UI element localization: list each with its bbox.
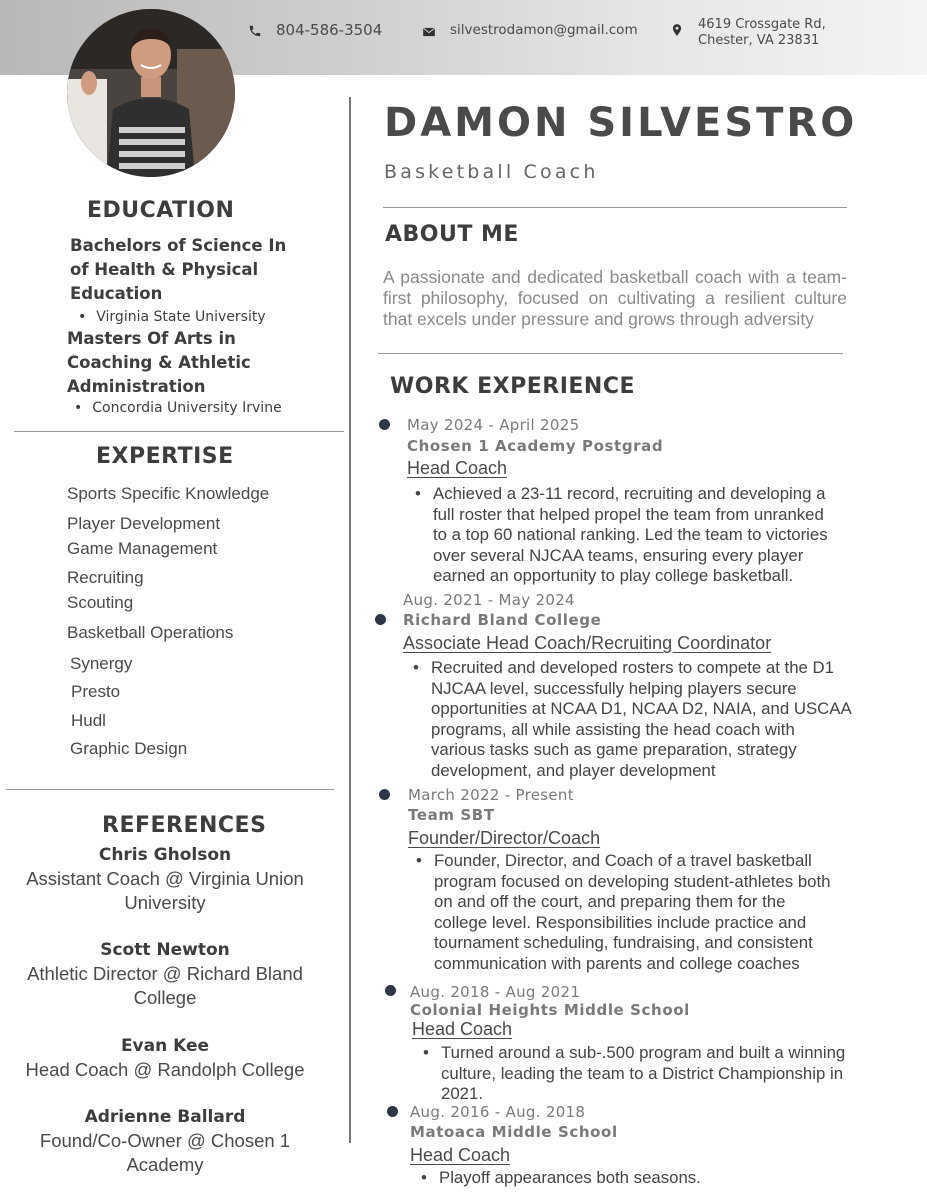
job-description: • Recruited and developed rosters to compete at the D1 NJCAA level, successfully helping players secure opportunities at NCAA D1, NCAA D2, NAIA, and USCAA programs, all while assisting the head coach with various tasks such as game preparation, strategy development, and player development xyxy=(431,658,852,781)
reference-name: Chris Gholson xyxy=(98,845,232,865)
timeline-dot xyxy=(375,614,386,625)
address-line-1: 4619 Crossgate Rd, xyxy=(698,17,826,32)
job-dates: Aug. 2021 - May 2024 xyxy=(403,591,575,609)
job-role: Head Coach xyxy=(410,1145,511,1165)
reference-role: Assistant Coach @ Virginia Union University xyxy=(26,868,304,913)
reference-name: Scott Newton xyxy=(100,940,230,960)
email-text: silvestrodamon@gmail.com xyxy=(450,22,638,38)
job-role: Founder/Director/Coach xyxy=(408,828,601,848)
address-line-2: Chester, VA 23831 xyxy=(698,33,820,48)
reference-name: Evan Kee xyxy=(120,1036,210,1056)
job-dates: Aug. 2018 - Aug 2021 xyxy=(410,983,581,1001)
section-divider xyxy=(14,431,344,432)
location-pin-icon xyxy=(670,23,684,37)
envelope-icon xyxy=(422,25,436,39)
expertise-item: Recruiting xyxy=(67,568,144,587)
job-organization: Colonial Heights Middle School xyxy=(410,1001,690,1019)
reference-role: Head Coach @ Randolph College xyxy=(25,1059,305,1080)
profile-photo xyxy=(67,9,235,177)
expertise-item: Synergy xyxy=(70,654,133,673)
expertise-item: Sports Specific Knowledge xyxy=(67,484,270,503)
job-description: • Playoff appearances both seasons. xyxy=(439,1168,701,1189)
job-dates: Aug. 2016 - Aug. 2018 xyxy=(410,1103,586,1121)
timeline-dot xyxy=(379,419,390,430)
work-heading: WORK EXPERIENCE xyxy=(390,374,635,399)
expertise-item: Basketball Operations xyxy=(67,623,234,642)
reference-role: Found/Co-Owner @ Chosen 1 Academy xyxy=(39,1130,291,1175)
section-divider xyxy=(378,353,843,354)
about-text: A passionate and dedicated basketball coach with a team-first philosophy, focused on cultivating a resilient culture that excels under pressure and grows through adversity xyxy=(383,267,847,329)
education-degree-2: Masters Of Arts in Coaching & Athletic Administration xyxy=(67,329,251,396)
expertise-item: Hudl xyxy=(71,711,106,730)
reference-role: Athletic Director @ Richard Bland College xyxy=(27,963,303,1008)
contact-address xyxy=(670,17,826,49)
contact-phone xyxy=(248,21,382,39)
timeline-dot xyxy=(379,789,390,800)
job-organization: Team SBT xyxy=(408,806,495,824)
expertise-heading: EXPERTISE xyxy=(96,444,234,469)
job-description: • Achieved a 23-11 record, recruiting and developing a full roster that helped propel the team from unranked to a top 60 national ranking. Led the team to victories over several NJCAA teams, ensuring every player earned an opportunity to play college basketball. xyxy=(433,484,828,587)
timeline-dot xyxy=(387,1106,398,1117)
job-organization: Matoaca Middle School xyxy=(410,1123,618,1141)
job-organization: Richard Bland College xyxy=(403,611,602,629)
about-heading: ABOUT ME xyxy=(385,222,519,247)
phone-text: 804-586-3504 xyxy=(276,21,383,39)
education-degree-1: Bachelors of Science In of Health & Physical Education xyxy=(70,236,287,303)
section-divider xyxy=(383,207,847,208)
contact-email xyxy=(422,22,638,39)
education-school-1: • Virginia State University xyxy=(78,309,266,325)
section-divider xyxy=(6,789,334,790)
job-role: Associate Head Coach/Recruiting Coordinator xyxy=(403,633,772,653)
timeline-dot xyxy=(385,985,396,996)
reference-name: Adrienne Ballard xyxy=(84,1107,246,1127)
column-divider xyxy=(349,97,351,1143)
job-role: Head Coach xyxy=(407,458,508,478)
references-heading: REFERENCES xyxy=(102,813,267,838)
person-name: DAMON SILVESTRO xyxy=(384,100,858,146)
expertise-item: Scouting xyxy=(67,593,134,612)
job-role: Head Coach xyxy=(412,1019,513,1039)
job-dates: March 2022 - Present xyxy=(408,786,574,804)
expertise-item: Game Management xyxy=(67,539,218,558)
job-organization: Chosen 1 Academy Postgrad xyxy=(407,437,664,455)
education-school-2: • Concordia University Irvine xyxy=(74,400,282,416)
job-title: Basketball Coach xyxy=(384,161,599,183)
job-dates: May 2024 - April 2025 xyxy=(407,416,580,434)
job-description: • Founder, Director, and Coach of a travel basketball program focused on developing student-athletes both on and off the court, and preparing them for the college level. Responsibilities include practice and tournament scheduling, fundraising, and consistent communication with parents and college coaches xyxy=(434,851,831,974)
expertise-item: Presto xyxy=(71,682,121,701)
job-description: • Turned around a sub-.500 program and built a winning culture, leading the team to a District Championship in 2021. xyxy=(441,1043,845,1105)
education-heading: EDUCATION xyxy=(87,198,235,223)
expertise-item: Graphic Design xyxy=(70,739,188,758)
phone-icon xyxy=(248,24,262,38)
expertise-item: Player Development xyxy=(67,514,221,533)
